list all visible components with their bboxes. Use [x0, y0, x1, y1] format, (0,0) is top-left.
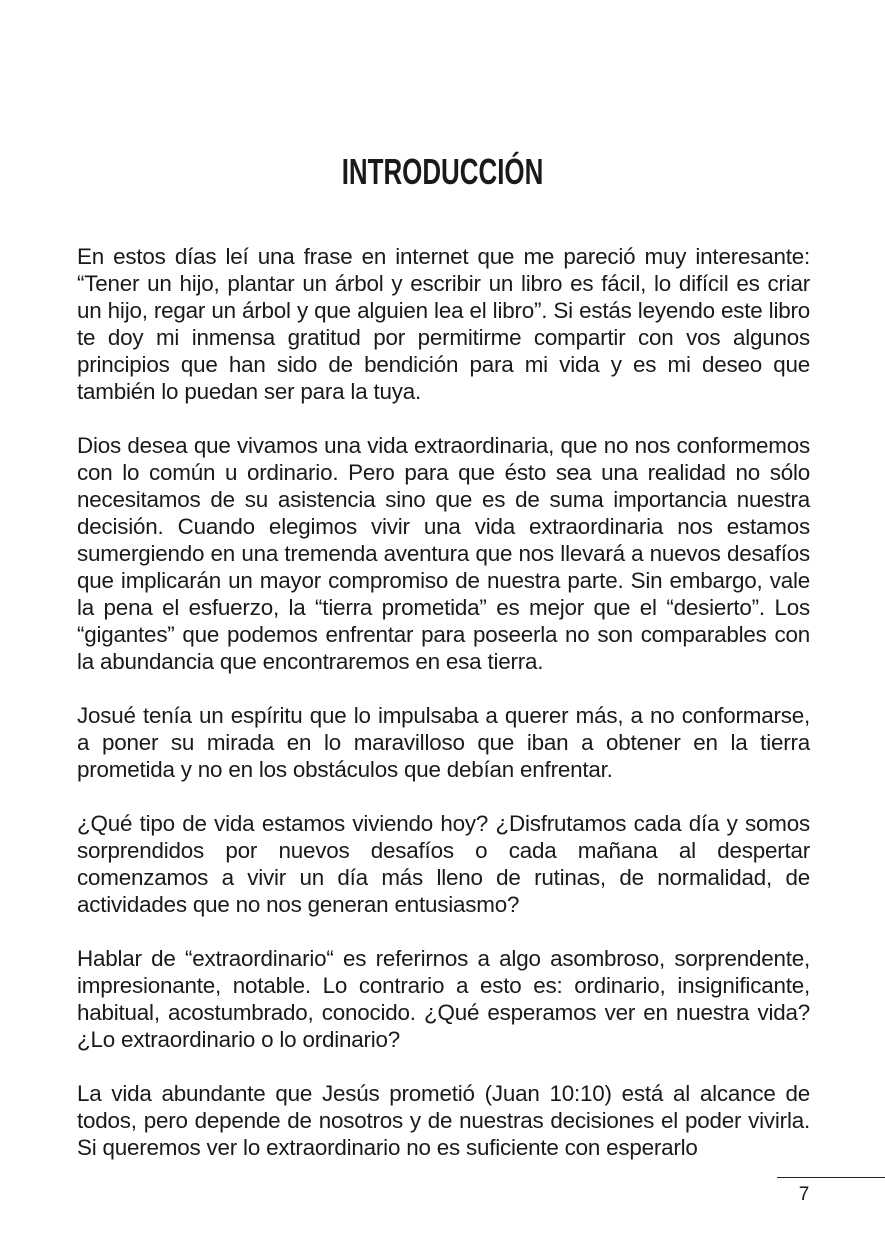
body-text — [77, 243, 810, 1188]
paragraph: Dios desea que vivamos una vida extraordinaria, que no nos conformemos con lo común u ordinario. Pero para que ésto sea una realidad no sólo necesitamos de su asistencia sino que es de suma importancia nuestra decisión. Cuando elegimos vivir una vida extraordinaria nos estamos sumergiendo en una tremenda aventura que nos llevará a nuevos desafíos que implicarán un mayor compromiso de nuestra parte. Sin embargo, vale la pena el esfuerzo, la “tierra prometida” es mejor que el “desierto”. Los “gigantes” que podemos enfrentar para poseerla no son comparables con la abundancia que encontraremos en esa tierra. — [77, 433, 810, 674]
page-number: 7 — [798, 1184, 810, 1205]
paragraph: La vida abundante que Jesús prometió (Juan 10:10) está al alcance de todos, pero depende de nosotros y de nuestras decisiones el poder vivirla. Si queremos ver lo extraordinario no es suficiente con esperarlo — [77, 1081, 810, 1160]
paragraph: Josué tenía un espíritu que lo impulsaba a querer más, a no conformarse, a poner su mirada en lo maravilloso que iban a obtener en la tierra prometida y no en los obstáculos que debían enfrentar. — [77, 703, 810, 782]
paragraph: ¿Qué tipo de vida estamos viviendo hoy? ¿Disfrutamos cada día y somos sorprendidos por nuevos desafíos o cada mañana al despertar comenzamos a vivir un día más lleno de rutinas, de normalidad, de actividades que no nos generan entusiasmo? — [77, 811, 810, 917]
footer-rule — [777, 1177, 885, 1178]
paragraph: En estos días leí una frase en internet que me pareció muy interesante: “Tener un hijo, plantar un árbol y escribir un libro es fácil, lo difícil es criar un hijo, regar un árbol y que alguien lea el libro”. Si estás leyendo este libro te doy mi inmensa gratitud por permitirme compartir con vos algunos principios que han sido de bendición para mi vida y es mi deseo que también lo puedan ser para la tuya. — [77, 244, 810, 404]
paragraph: Hablar de “extraordinario“ es referirnos a algo asombroso, sorprendente, impresionante, notable. Lo contrario a esto es: ordinario, insignificante, habitual, acostumbrado, conocido. ¿Qué esperamos ver en nuestra vida? ¿Lo extraordinario o lo ordinario? — [77, 946, 810, 1052]
page-title: INTRODUCCIÓN — [341, 151, 544, 192]
